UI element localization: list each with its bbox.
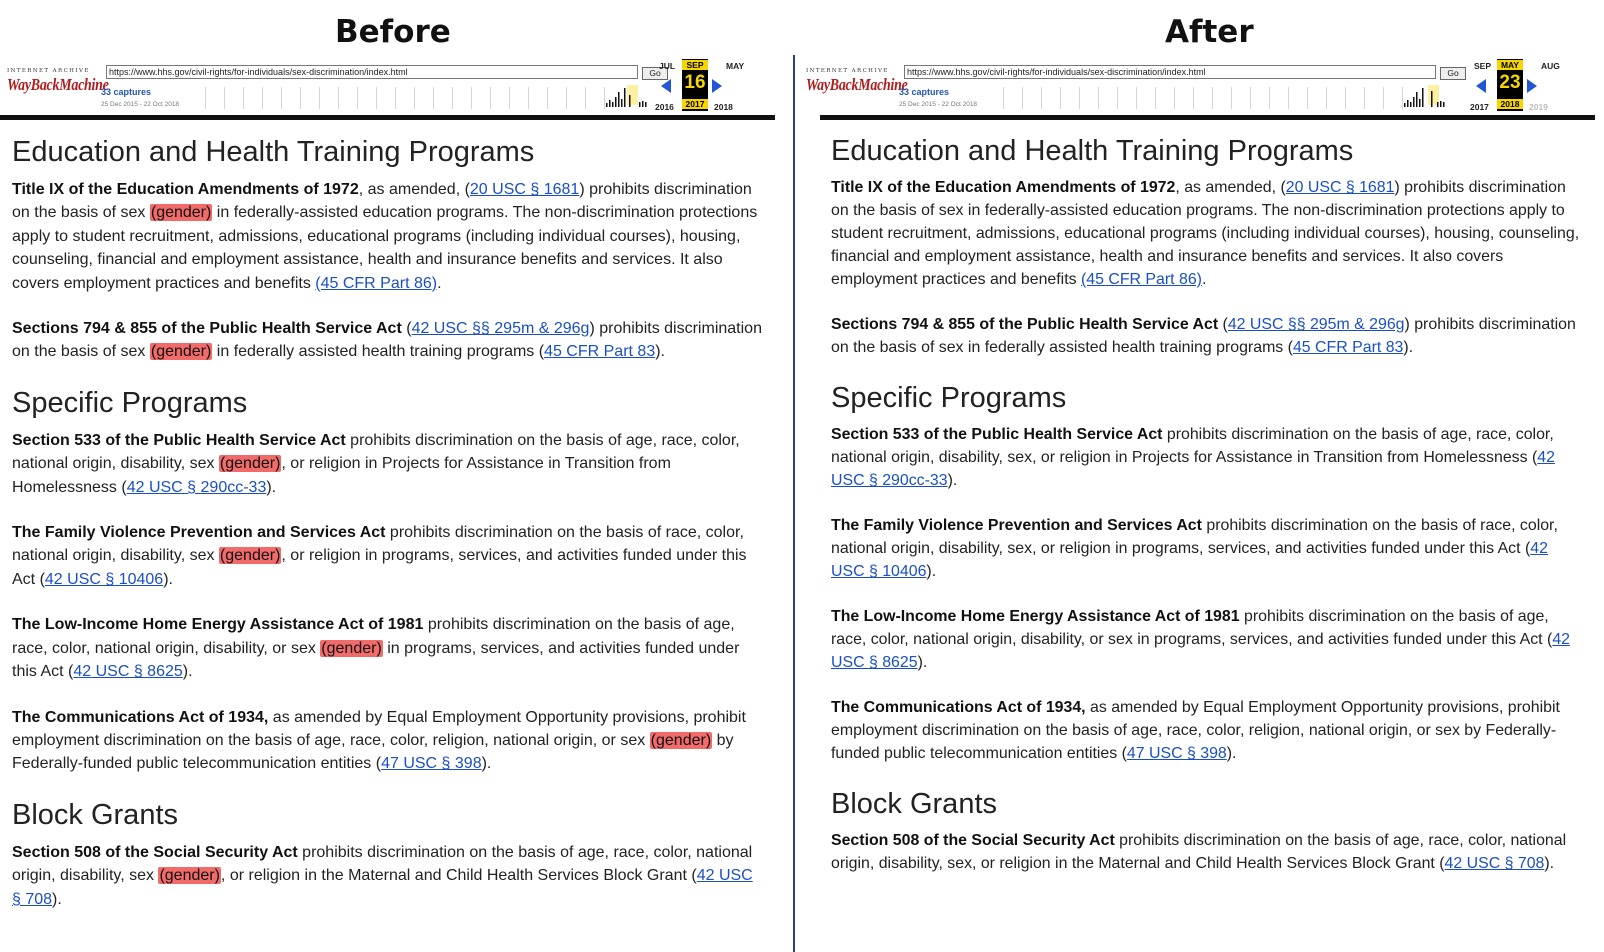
- current-capture: [682, 59, 708, 111]
- prev-year[interactable]: 2017: [1470, 102, 1489, 112]
- link-47-usc-398[interactable]: 47 USC § 398: [1126, 745, 1227, 762]
- panel-divider: [793, 55, 795, 952]
- current-day: 23: [1499, 72, 1521, 93]
- section-heading: Specific Programs: [12, 386, 248, 419]
- paragraph-sections-794-855: Sections 794 & 855 of the Public Health Service Act (42 USC §§ 295m & 296g) prohibits discrimination on the basis of sex in federally assisted health training programs (45 CFR Part 83).: [831, 316, 1576, 356]
- current-capture: [1497, 59, 1523, 111]
- prev-capture-arrow-icon[interactable]: [661, 79, 671, 93]
- wayback-logo[interactable]: [7, 68, 109, 95]
- current-year: 2017: [682, 99, 708, 109]
- link-42-usc-708[interactable]: 42 USC § 708: [12, 867, 753, 908]
- prev-capture-arrow-icon[interactable]: [1476, 79, 1486, 93]
- next-month[interactable]: MAY: [726, 61, 745, 71]
- gender-highlight: (gender): [219, 547, 281, 565]
- paragraph-energy-assistance: The Low-Income Home Energy Assistance Act of 1981 prohibits discrimination on the basis of age, race, color, national origin, disability, or sex (gender) in programs, services, and activities funded under this Act (42 USC § 8625).: [12, 616, 740, 681]
- gender-highlight: (gender): [219, 455, 281, 473]
- wayback-captures-link[interactable]: 33 captures: [101, 87, 152, 97]
- wayback-logo-top: INTERNET ARCHIVE: [806, 68, 889, 74]
- paragraph-family-violence: The Family Violence Prevention and Services Act prohibits discrimination on the basis of race, color, national origin, disability, sex (gender), or religion in programs, services, and activities funded under this Act (42 USC § 10406).: [12, 524, 747, 588]
- link-42-usc-708[interactable]: 42 USC § 708: [1444, 855, 1545, 872]
- paragraph-energy-assistance: The Low-Income Home Energy Assistance Act of 1981 prohibits discrimination on the basis of age, race, color, national origin, disability, or sex in programs, services, and activities funded under this Act (42 USC § 8625).: [831, 608, 1570, 671]
- link-47-usc-398[interactable]: 47 USC § 398: [381, 755, 482, 773]
- paragraph-section-533: Section 533 of the Public Health Service Act prohibits discrimination on the basis of age, race, color, national origin, disability, sex, or religion in Projects for Assistance in Transition from Homelessness (42 USC § 290cc-33).: [831, 426, 1555, 489]
- wayback-toolbar: [0, 55, 775, 120]
- link-20-usc-1681[interactable]: 20 USC § 1681: [469, 181, 580, 198]
- section-heading: Block Grants: [831, 788, 997, 820]
- gender-highlight: (gender): [650, 731, 712, 749]
- gender-highlight: (gender): [159, 867, 220, 885]
- wayback-sparkline[interactable]: [1402, 83, 1446, 108]
- next-year: 2019: [1529, 102, 1548, 112]
- gender-highlight: (gender): [150, 343, 212, 361]
- next-month[interactable]: AUG: [1541, 61, 1560, 71]
- wayback-logo-top: INTERNET ARCHIVE: [7, 68, 90, 74]
- link-45-cfr-83[interactable]: 45 CFR Part 83: [1292, 339, 1404, 356]
- section-heading: Education and Health Training Programs: [12, 136, 535, 168]
- paragraph-section-508: Section 508 of the Social Security Act prohibits discrimination on the basis of age, race, color, national origin, disability, sex (gender), or religion in the Maternal and Child Health Services Block Grant (42 USC § 708).: [12, 843, 753, 908]
- current-month: MAY: [1497, 60, 1523, 70]
- wayback-go-button[interactable]: Go: [642, 67, 668, 80]
- link-42-usc-290cc-33[interactable]: 42 USC § 290cc-33: [126, 478, 267, 496]
- prev-year[interactable]: 2016: [655, 102, 674, 112]
- current-year: 2018: [1497, 99, 1523, 109]
- link-45-cfr-86[interactable]: (45 CFR Part 86): [315, 274, 438, 292]
- paragraph-section-533: Section 533 of the Public Health Service Act prohibits discrimination on the basis of age, race, color, national origin, disability, sex (gender), or religion in Projects for Assistance in Transition from Homelessness (42 USC § 290cc-33).: [12, 431, 740, 496]
- section-heading: Block Grants: [12, 798, 178, 831]
- wayback-date-range: 25 Dec 2015 - 22 Oct 2018: [899, 101, 978, 108]
- page-content: [820, 120, 1595, 875]
- paragraph-title-ix: Title IX of the Education Amendments of 1972, as amended, (20 USC § 1681) prohibits discrimination on the basis of sex (gender) in federally-assisted education programs. The non-discrimination protections apply to student recruitment, admissions, educational programs (including individual courses), housing, counseling, financial and employment assistance, health and insurance benefits and services. It also covers employment practices and benefits (45 CFR Part 86).: [12, 181, 758, 292]
- gender-highlight: (gender): [321, 639, 382, 657]
- next-capture-arrow-icon[interactable]: [712, 79, 722, 93]
- section-heading: Education and Health Training Programs: [831, 135, 1354, 167]
- paragraph-section-508: Section 508 of the Social Security Act prohibits discrimination on the basis of age, race, color, national origin, disability, sex, or religion in the Maternal and Child Health Services Block Grant (42 USC § 708).: [831, 832, 1567, 872]
- paragraph-family-violence: The Family Violence Prevention and Services Act prohibits discrimination on the basis of race, color, national origin, disability, sex, or religion in programs, services, and activities funded under this Act (42 USC § 10406).: [831, 517, 1558, 580]
- link-42-usc-8625[interactable]: 42 USC § 8625: [73, 663, 183, 681]
- paragraph-communications-act: The Communications Act of 1934, as amended by Equal Employment Opportunity provisions, prohibit employment discrimination on the basis of age, race, color, religion, national origin, or sex by Federally-funded public telecommunication entities (47 USC § 398).: [831, 699, 1560, 762]
- link-42-usc-290cc-33[interactable]: 42 USC § 290cc-33: [831, 449, 1555, 489]
- wayback-sparkline[interactable]: [604, 83, 648, 108]
- before-heading: Before: [335, 14, 451, 50]
- link-42-usc-295m[interactable]: 42 USC §§ 295m & 296g: [411, 320, 590, 338]
- prev-month[interactable]: JUL: [659, 61, 676, 71]
- after-heading: After: [1165, 14, 1254, 50]
- after-panel: [806, 55, 1595, 952]
- wayback-timeline[interactable]: [205, 87, 605, 109]
- link-42-usc-295m[interactable]: 42 USC §§ 295m & 296g: [1227, 316, 1405, 333]
- wayback-logo-main: WayBackMachine: [806, 75, 908, 94]
- wayback-go-button[interactable]: Go: [1440, 67, 1466, 80]
- gender-highlight: (gender): [150, 204, 212, 222]
- page-content: [0, 120, 775, 911]
- paragraph-communications-act: The Communications Act of 1934, as amended by Equal Employment Opportunity provisions, prohibit employment discrimination on the basis of age, race, color, religion, national origin, or sex (gender) by Federally-funded public telecommunication entities (47 USC § 398).: [12, 708, 746, 773]
- wayback-calendar: [1468, 59, 1588, 111]
- link-42-usc-10406[interactable]: 42 USC § 10406: [831, 540, 1548, 580]
- before-panel: [0, 55, 775, 952]
- prev-month[interactable]: SEP: [1474, 61, 1492, 71]
- wayback-calendar: [653, 59, 773, 111]
- paragraph-title-ix: Title IX of the Education Amendments of 1972, as amended, (20 USC § 1681) prohibits discrimination on the basis of sex in federally-assisted education programs. The non-discrimination protections apply to student recruitment, admissions, educational programs (including individual courses), housing, counseling, financial and employment assistance, health and insurance benefits and services. It also covers employment practices and benefits (45 CFR Part 86).: [831, 179, 1580, 288]
- section-heading: Specific Programs: [831, 382, 1067, 414]
- wayback-captures-link[interactable]: 33 captures: [899, 87, 950, 97]
- link-42-usc-8625[interactable]: 42 USC § 8625: [831, 631, 1570, 671]
- wayback-url-input[interactable]: https://www.hhs.gov/civil-rights/for-individuals/sex-discrimination/index.html: [106, 65, 638, 79]
- link-45-cfr-86[interactable]: (45 CFR Part 86): [1080, 271, 1202, 288]
- next-year[interactable]: 2018: [714, 102, 733, 112]
- wayback-logo[interactable]: [806, 68, 908, 95]
- link-42-usc-10406[interactable]: 42 USC § 10406: [44, 570, 164, 588]
- wayback-toolbar: [806, 55, 1595, 120]
- next-capture-arrow-icon[interactable]: [1527, 79, 1537, 93]
- current-day: 16: [684, 72, 706, 93]
- wayback-timeline[interactable]: [1003, 87, 1403, 109]
- wayback-url-input[interactable]: https://www.hhs.gov/civil-rights/for-individuals/sex-discrimination/index.html: [904, 65, 1436, 79]
- link-20-usc-1681[interactable]: 20 USC § 1681: [1285, 179, 1395, 196]
- wayback-date-range: 25 Dec 2015 - 22 Oct 2018: [101, 101, 180, 108]
- paragraph-sections-794-855: Sections 794 & 855 of the Public Health Service Act (42 USC §§ 295m & 296g) prohibits discrimination on the basis of sex (gender) in federally assisted health training programs (45 CFR Part 83).: [12, 320, 762, 361]
- current-month: SEP: [682, 60, 708, 70]
- link-45-cfr-83[interactable]: 45 CFR Part 83: [544, 343, 656, 361]
- wayback-logo-main: WayBackMachine: [7, 75, 109, 94]
